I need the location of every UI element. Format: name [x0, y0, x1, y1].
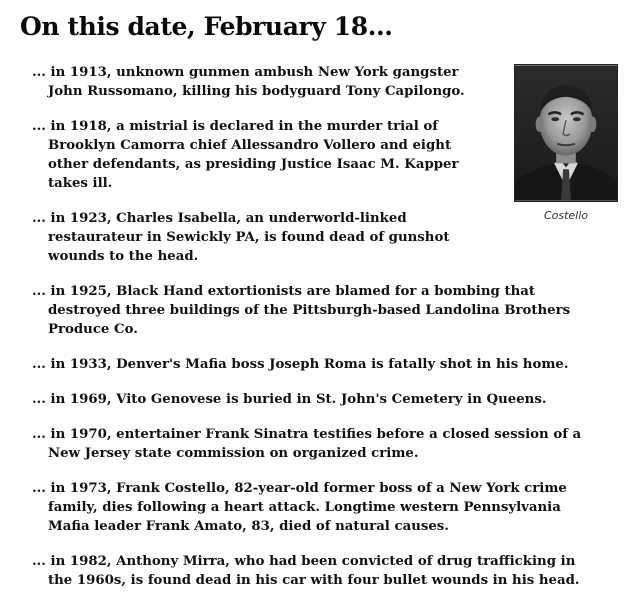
event-item: ... in 1918, a mistrial is declared in the murder trial of Brooklyn Camorra chief Allessandro Vollero and eight other defendants, as presiding Justice Isaac M. Kapper takes ill.	[32, 119, 459, 191]
event-item: ... in 1923, Charles Isabella, an underworld-linked restaurateur in Sewickly PA, is found dead of gunshot wounds to the head.	[32, 211, 450, 264]
portrait-photo	[514, 64, 618, 202]
event-item: ... in 1982, Anthony Mirra, who had been convicted of drug trafficking in the 1960s, is found dead in his car with four bullet wounds in his head.	[32, 554, 580, 588]
event-item: ... in 1970, entertainer Frank Sinatra testifies before a closed session of a New Jersey state commission on organized crime.	[32, 427, 582, 461]
photo-figure	[514, 64, 618, 222]
event-item: ... in 1925, Black Hand extortionists are blamed for a bombing that destroyed three buildings of the Pittsburgh-based Landolina Brothers Produce Co.	[32, 284, 571, 337]
photo-caption: Costello	[543, 209, 589, 222]
event-item: ... in 1973, Frank Costello, 82-year-old former boss of a New York crime family, dies following a heart attack. Longtime western Pennsylvania Mafia leader Frank Amato, 83, died of natural causes.	[32, 481, 567, 534]
page-title: On this date, February 18...	[20, 12, 393, 41]
event-item: ... in 1969, Vito Genovese is buried in St. John's Cemetery in Queens.	[32, 392, 547, 407]
event-item: ... in 1933, Denver's Mafia boss Joseph Roma is fatally shot in his home.	[32, 357, 569, 372]
event-list	[32, 63, 592, 606]
event-item: ... in 1913, unknown gunmen ambush New York gangster John Russomano, killing his bodyguard Tony Capilongo.	[32, 65, 465, 99]
